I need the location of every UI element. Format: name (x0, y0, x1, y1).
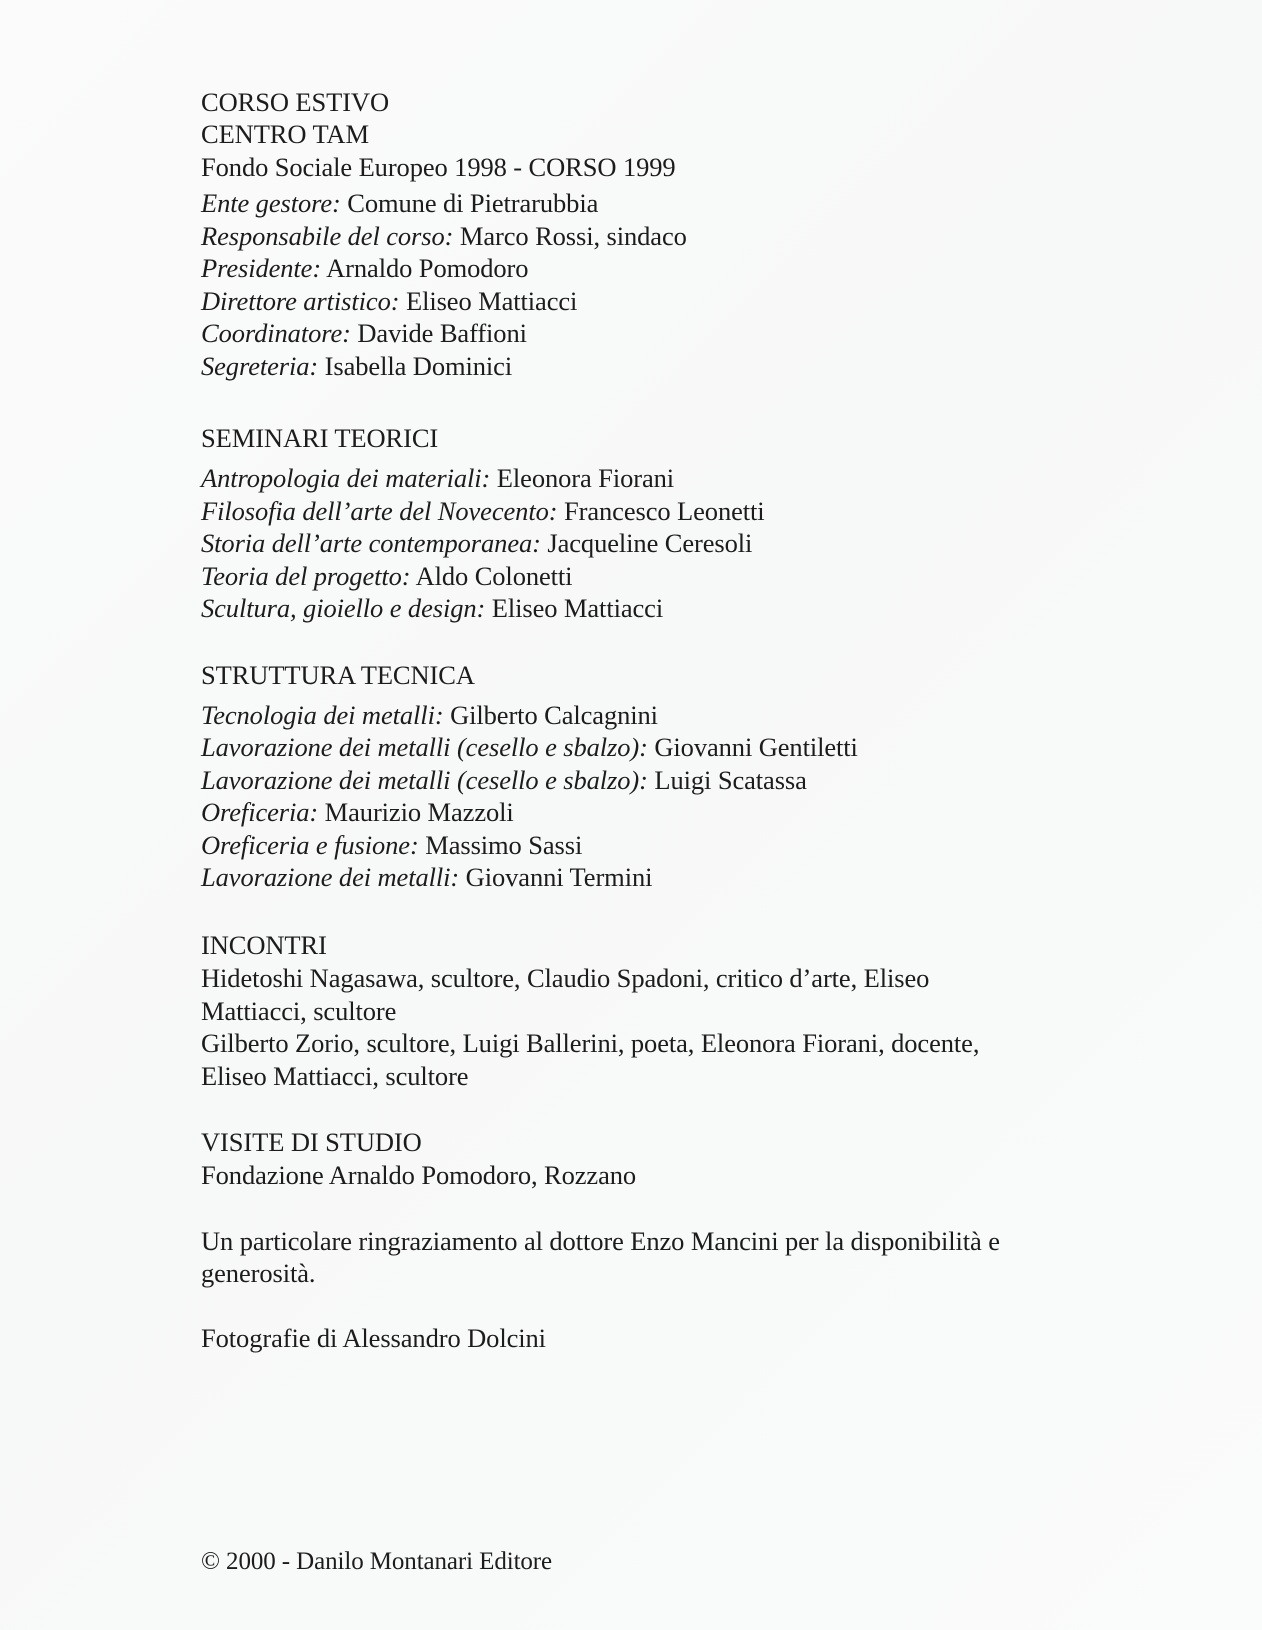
seminar-teacher: Aldo Colonetti (410, 561, 573, 591)
seminar-entry (201, 495, 765, 527)
incontri-line: Eliseo Mattiacci, scultore (201, 1061, 469, 1091)
staff-entry (201, 187, 598, 219)
course-title: CORSO ESTIVO (201, 87, 390, 117)
tech-subject: Oreficeria: (201, 797, 319, 827)
section-heading-seminari: SEMINARI TEORICI (201, 423, 439, 453)
seminar-teacher: Eliseo Mattiacci (485, 593, 664, 623)
tech-subject: Tecnologia dei metalli: (201, 700, 444, 730)
staff-entry (201, 252, 528, 284)
staff-entry (201, 317, 527, 349)
course-center: CENTRO TAM (201, 119, 369, 149)
tech-teacher: Maurizio Mazzoli (318, 797, 514, 827)
seminar-teacher: Jacqueline Ceresoli (540, 528, 753, 558)
staff-role: Direttore artistico: (201, 286, 400, 316)
seminar-entry (201, 527, 752, 559)
staff-entry (201, 350, 512, 382)
seminar-entry (201, 462, 674, 494)
tech-teacher: Luigi Scatassa (647, 765, 807, 795)
seminar-teacher: Francesco Leonetti (557, 496, 765, 526)
tech-subject: Lavorazione dei metalli (cesello e sbalzo): (201, 765, 648, 795)
seminar-subject: Filosofia dell’arte del Novecento: (201, 496, 558, 526)
tech-entry (201, 764, 807, 796)
staff-name: Arnaldo Pomodoro (321, 253, 529, 283)
thanks-line: generosità. (201, 1258, 316, 1288)
photo-credit: Fotografie di Alessandro Dolcini (201, 1323, 546, 1353)
staff-name: Isabella Dominici (318, 351, 513, 381)
staff-name: Davide Baffioni (350, 318, 527, 348)
staff-role: Ente gestore: (201, 188, 341, 218)
tech-teacher: Giovanni Gentiletti (647, 732, 858, 762)
seminar-entry (201, 560, 572, 592)
seminar-teacher: Eleonora Fiorani (490, 463, 675, 493)
staff-name: Marco Rossi, sindaco (453, 221, 687, 251)
staff-entry (201, 220, 687, 252)
section-heading-incontri: INCONTRI (201, 930, 327, 960)
tech-teacher: Giovanni Termini (459, 862, 653, 892)
tech-subject: Lavorazione dei metalli (cesello e sbalzo): (201, 732, 648, 762)
tech-entry (201, 829, 582, 861)
staff-entry (201, 285, 577, 317)
tech-entry (201, 861, 652, 893)
tech-teacher: Massimo Sassi (418, 830, 583, 860)
tech-entry (201, 731, 858, 763)
incontri-line: Gilberto Zorio, scultore, Luigi Ballerini, poeta, Eleonora Fiorani, docente, (201, 1028, 980, 1058)
seminar-subject: Storia dell’arte contemporanea: (201, 528, 541, 558)
section-heading-visite: VISITE DI STUDIO (201, 1127, 422, 1157)
visite-text: Fondazione Arnaldo Pomodoro, Rozzano (201, 1160, 637, 1190)
staff-role: Presidente: (201, 253, 322, 283)
thanks-line: Un particolare ringraziamento al dottore Enzo Mancini per la disponibilità e (201, 1226, 1000, 1256)
staff-name: Comune di Pietrarubbia (340, 188, 599, 218)
seminar-subject: Antropologia dei materiali: (201, 463, 491, 493)
section-heading-struttura: STRUTTURA TECNICA (201, 660, 475, 690)
incontri-line: Mattiacci, scultore (201, 996, 397, 1026)
staff-role: Coordinatore: (201, 318, 351, 348)
tech-entry (201, 699, 658, 731)
seminar-subject: Teoria del progetto: (201, 561, 411, 591)
tech-teacher: Gilberto Calcagnini (443, 700, 658, 730)
seminar-subject: Scultura, gioiello e design: (201, 593, 486, 623)
copyright-notice: © 2000 - Danilo Montanari Editore (201, 1548, 553, 1575)
incontri-line: Hidetoshi Nagasawa, scultore, Claudio Spadoni, critico d’arte, Eliseo (201, 963, 930, 993)
staff-name: Eliseo Mattiacci (399, 286, 578, 316)
staff-role: Responsabile del corso: (201, 221, 454, 251)
course-funding: Fondo Sociale Europeo 1998 - CORSO 1999 (201, 152, 676, 182)
tech-subject: Lavorazione dei metalli: (201, 862, 460, 892)
seminar-entry (201, 592, 663, 624)
tech-subject: Oreficeria e fusione: (201, 830, 419, 860)
tech-entry (201, 796, 514, 828)
staff-role: Segreteria: (201, 351, 319, 381)
